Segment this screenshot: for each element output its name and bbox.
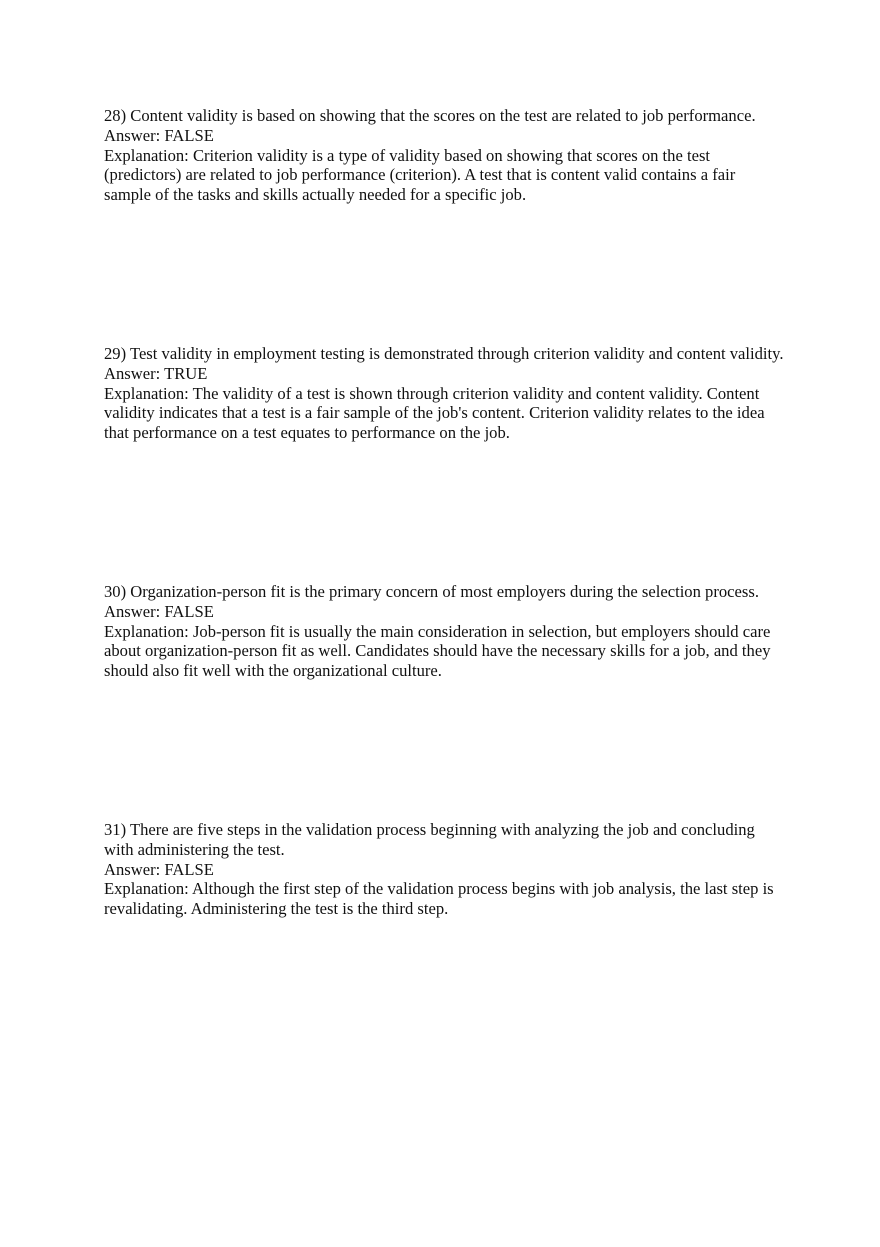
question-prompt: 29) Test validity in employment testing is demonstrated through criterion validity and content validity. (104, 344, 784, 363)
question-explanation: Explanation: Job-person fit is usually the main consideration in selection, but employers should care about organization-person fit as well. Candidates should have the necessary skills for a job, and they should also fit well with the organizational culture. (104, 621, 771, 681)
question-31 (104, 820, 784, 919)
question-explanation: Explanation: The validity of a test is shown through criterion validity and content validity. Content validity indicates that a test is a fair sample of the job's content. Criterion validity relates to the idea that performance on a test equates to performance on the job. (104, 383, 765, 443)
question-answer: Answer: FALSE (104, 859, 214, 879)
question-answer: Answer: FALSE (104, 601, 214, 621)
question-explanation: Explanation: Criterion validity is a type of validity based on showing that scores on the test (predictors) are related to job performance (criterion). A test that is content valid contains a fair sample of the tasks and skills actually needed for a specific job. (104, 145, 736, 205)
question-prompt: 31) There are five steps in the validation process beginning with analyzing the job and concluding with administering the test. (104, 820, 755, 859)
question-28 (104, 106, 784, 205)
question-30 (104, 582, 784, 681)
question-answer: Answer: FALSE (104, 125, 214, 145)
question-prompt: 30) Organization-person fit is the primary concern of most employers during the selection process. (104, 582, 759, 601)
question-explanation: Explanation: Although the first step of the validation process begins with job analysis, the last step is revalidating. Administering the test is the third step. (104, 879, 774, 919)
question-answer: Answer: TRUE (104, 363, 208, 383)
question-prompt: 28) Content validity is based on showing that the scores on the test are related to job performance. (104, 106, 756, 125)
question-29 (104, 344, 784, 443)
